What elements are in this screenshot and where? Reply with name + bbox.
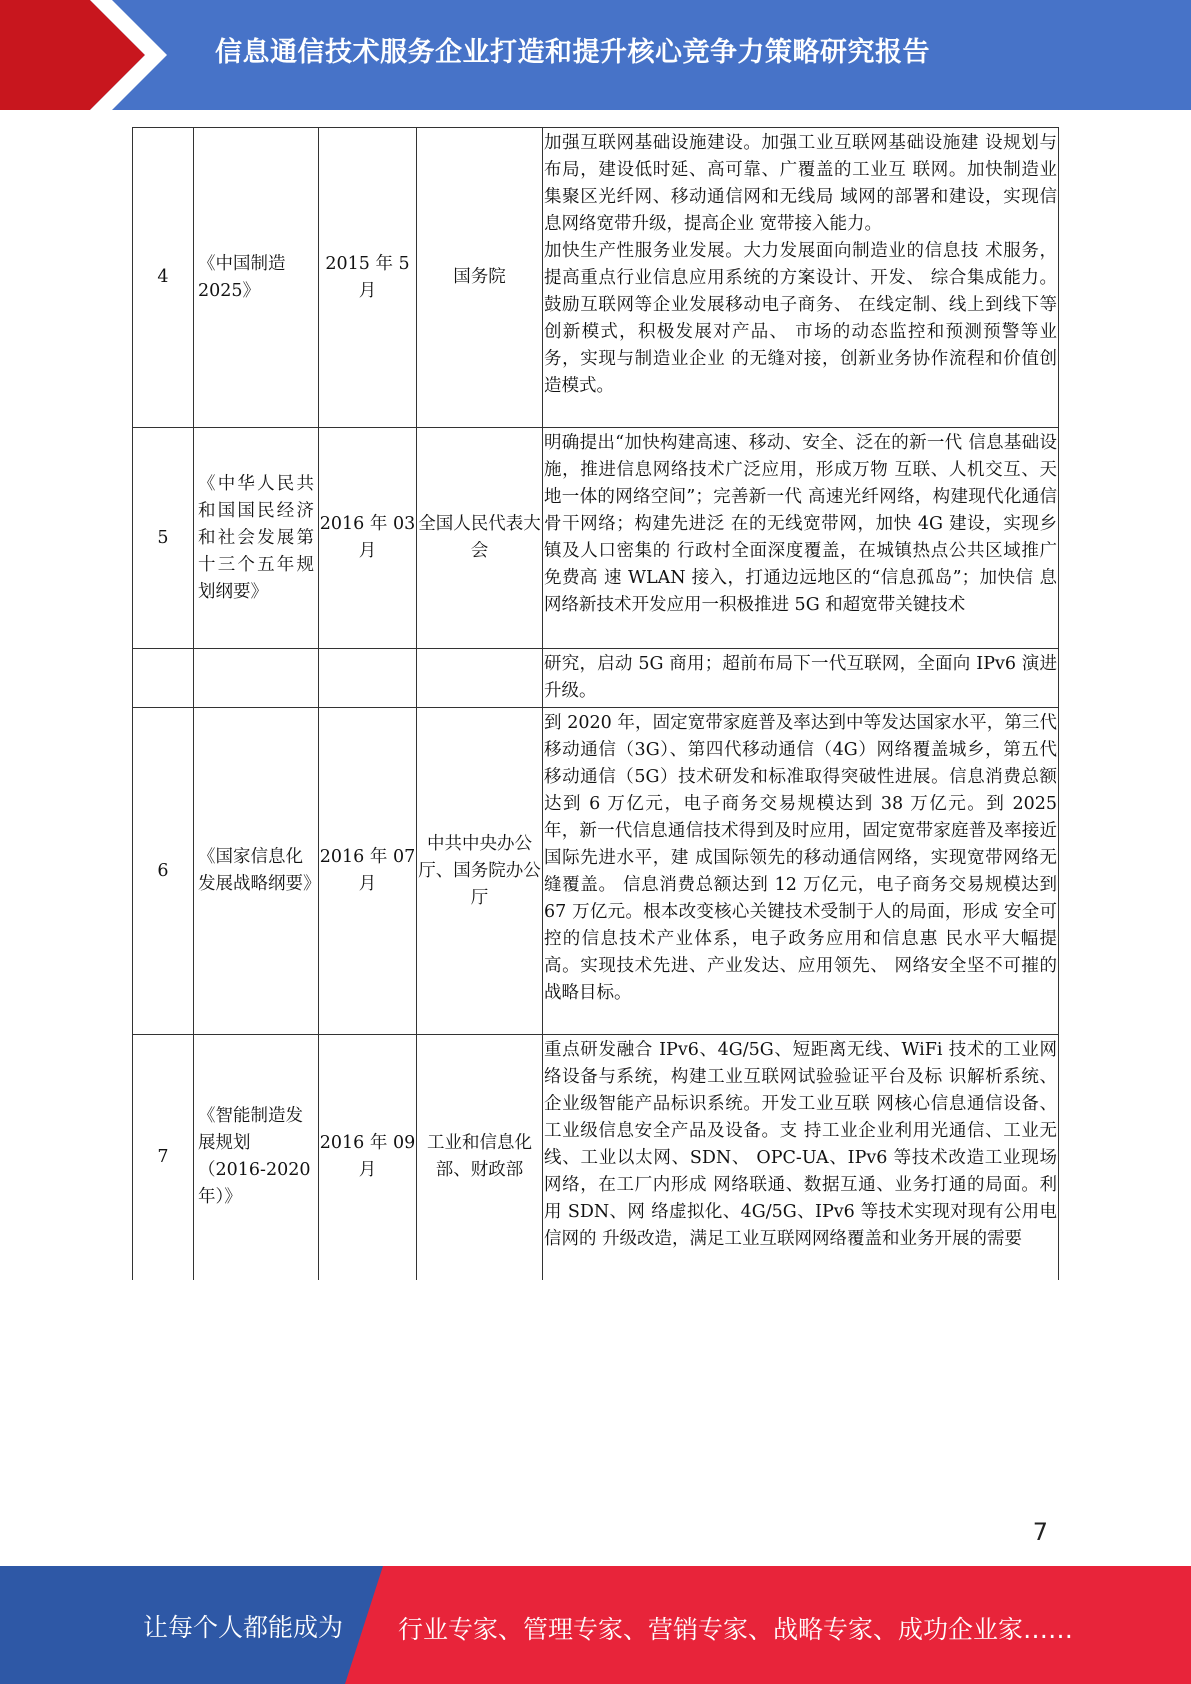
table-row <box>133 708 1059 1035</box>
footer-slogan-right: 行业专家、管理专家、营销专家、战略专家、成功企业家…… <box>398 1615 1074 1644</box>
issue-date: 2016 年 07 月 <box>319 708 417 1035</box>
content-paragraph: 到 2020 年，固定宽带家庭普及率达到中等发达国家水平，第三代移动通信（3G）、第四代移动通信（4G）网络覆盖城乡，第五代移动通信（5G）技术研发和标准取得突破性进展。信息消费总额达到 6 万亿元，电子商务交易规模达到 38 万亿元。到 2025 年，新一代信息通信技术得到及时应用，固定宽带家庭普及率接近国际先进水平，建 成国际领先的移动通信网络，实现宽带网络无缝覆盖。 信息消费总额达到 12 万亿元，电子商务交易规模达到 67 万亿元。根本改变核心关键技术受制于人的局面，形成 安全可控的信息技术产业体系，电子政务应用和信息惠 民水平大幅提高。实现技术先进、产业发达、应用领先、 网络安全坚不可摧的战略目标。 <box>544 713 1057 1003</box>
policy-table <box>132 127 1059 1280</box>
row-number: 5 <box>133 428 194 649</box>
table-row <box>133 428 1059 649</box>
page-header <box>0 0 1191 110</box>
issue-date: 2016 年 09 月 <box>319 1035 417 1280</box>
issuing-body <box>417 649 543 708</box>
row-number <box>133 649 194 708</box>
issue-date: 2015 年 5 月 <box>319 128 417 428</box>
policy-content <box>543 428 1059 649</box>
table-row <box>133 1035 1059 1280</box>
issuing-body: 全国人民代表大会 <box>417 428 543 649</box>
policy-content <box>543 708 1059 1035</box>
policy-content <box>543 1035 1059 1280</box>
page-footer <box>0 1566 1191 1684</box>
content-paragraph: 加快生产性服务业发展。大力发展面向制造业的信息技 术服务，提高重点行业信息应用系统的方案设计、开发、 综合集成能力。鼓励互联网等企业发展移动电子商务、 在线定制、线上到线下等创新模式，积极发展对产品、 市场的动态监控和预测预警等业务，实现与制造业企业 的无缝对接，创新业务协作流程和价值创造模式。 <box>544 241 1057 396</box>
header-title: 信息通信技术服务企业打造和提升核心竞争力策略研究报告 <box>215 37 930 68</box>
table-row <box>133 128 1059 428</box>
content-paragraph: 明确提出“加快构建高速、移动、安全、泛在的新一代 信息基础设施，推进信息网络技术广泛应用，形成万物 互联、人机交互、天地一体的网络空间”；完善新一代 高速光纤网络，构建现代化通信骨干网络；构建先进泛 在的无线宽带网，加快 4G 建设，实现乡镇及人口密集的 行政村全面深度覆盖，在城镇热点公共区域推广免费高 速 WLAN 接入，打通边远地区的“信息孤岛”；加快信 息网络新技术开发应用一积极推进 5G 和超宽带关键技术 <box>544 433 1057 615</box>
content-paragraph: 重点研发融合 IPv6、4G/5G、短距离无线、WiFi 技术的工业网络设备与系统，构建工业互联网试验验证平台及标 识解析系统、企业级智能产品标识系统。开发工业互联 网核心信息通信设备、工业级信息安全产品及设备。支 持工业企业利用光通信、工业无线、工业以太网、SDN、 OPC-UA、IPv6 等技术改造工业现场网络，在工厂内形成 网络联通、数据互通、业务打通的局面。利用 SDN、网 络虚拟化、4G/5G、IPv6 等技术实现对现有公用电信网的 升级改造，满足工业互联网网络覆盖和业务开展的需要 <box>544 1040 1057 1249</box>
policy-content <box>543 128 1059 428</box>
issuing-body: 工业和信息化部、财政部 <box>417 1035 543 1280</box>
policy-name: 《中国制造 2025》 <box>194 128 319 428</box>
issuing-body: 国务院 <box>417 128 543 428</box>
footer-slogan-left: 让每个人都能成为 <box>143 1613 344 1642</box>
policy-name: 《国家信息化发展战略纲要》 <box>194 708 319 1035</box>
issuing-body: 中共中央办公厅、国务院办公厅 <box>417 708 543 1035</box>
row-number: 7 <box>133 1035 194 1280</box>
table-row <box>133 649 1059 708</box>
content-paragraph: 加强互联网基础设施建设。加强工业互联网基础设施建 设规划与布局，建设低时延、高可靠、广覆盖的工业互 联网。加快制造业集聚区光纤网、移动通信网和无线局 域网的部署和建设，实现信息网络宽带升级，提高企业 宽带接入能力。 <box>544 133 1057 234</box>
policy-name: 《智能制造发展规划（2016-2020 年）》 <box>194 1035 319 1280</box>
policy-content <box>543 649 1059 708</box>
row-number: 4 <box>133 128 194 428</box>
issue-date: 2016 年 03 月 <box>319 428 417 649</box>
row-number: 6 <box>133 708 194 1035</box>
issue-date <box>319 649 417 708</box>
policy-name <box>194 649 319 708</box>
page-number: 7 <box>1032 1518 1048 1546</box>
content-paragraph: 研究，启动 5G 商用；超前布局下一代互联网，全面向 IPv6 演进升级。 <box>544 654 1057 701</box>
policy-name: 《中华人民共和国国民经济和社会发展第十三个五年规划纲要》 <box>194 428 319 649</box>
